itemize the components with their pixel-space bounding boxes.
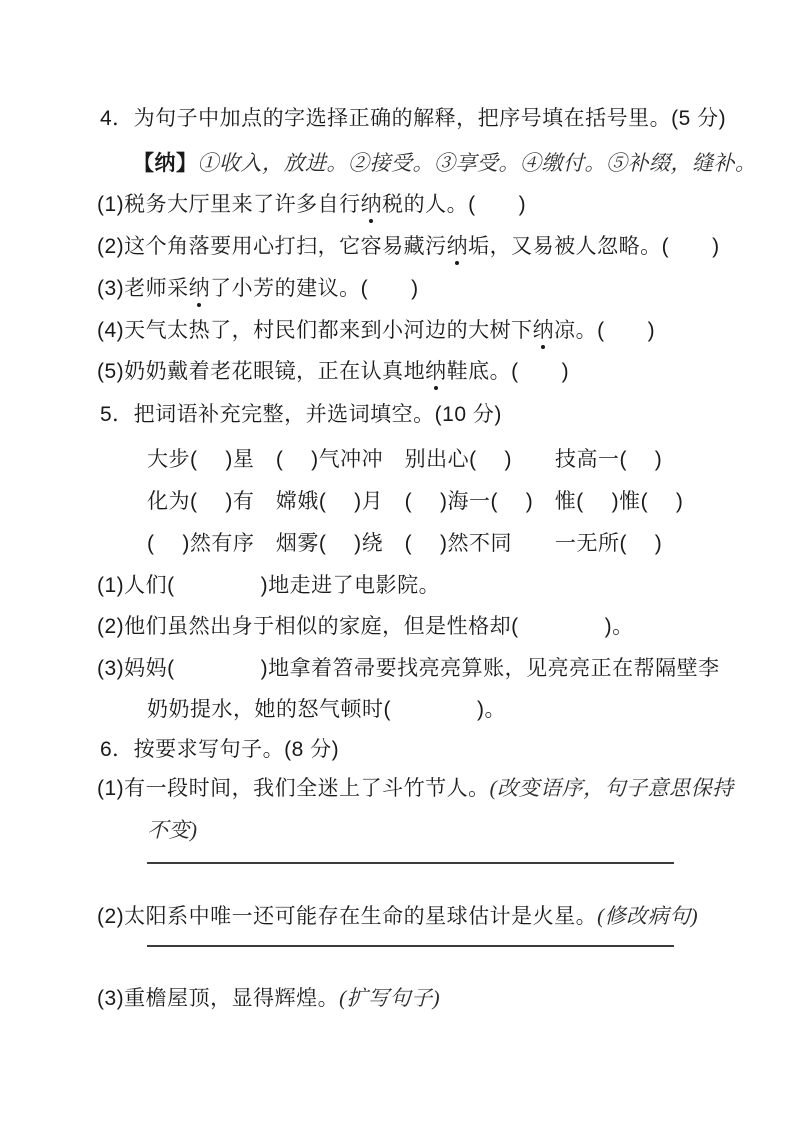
q6-item-3 (97, 985, 440, 1012)
q6-item-1-note-continuation (147, 817, 198, 844)
q4-item-5-pre: (5)奶奶戴着老花眼镜，正在认真地 (97, 360, 426, 383)
q6-item-2-note: (修改病句) (597, 904, 699, 928)
q5-item-3-line-1: (3)妈妈( )地拿着笤帚要找亮亮算账，见亮亮正在帮隔壁李 (97, 657, 720, 680)
q4-item-4 (97, 317, 655, 344)
q4-definition-line (133, 150, 757, 177)
q4-item-4-post: 凉。( ) (554, 319, 656, 342)
q4-item-5-post: 鞋底。( ) (446, 360, 570, 383)
q5-word-row-2: 化为( )有 嫦娥( )月 ( )海一( ) 惟( )惟( ) (147, 490, 684, 513)
q4-item-3-pre: (3)老师采 (97, 277, 189, 300)
q4-item-5-dotted-char: 纳 (425, 360, 447, 383)
q4-item-2 (97, 233, 720, 260)
q5-item-1: (1)人们( )地走进了电影院。 (97, 574, 441, 597)
q6-item-2-text: (2)太阳系中唯一还可能存在生命的星球估计是火星。 (97, 905, 598, 928)
q5-item-2: (2)他们虽然出身于相似的家庭，但是性格却( )。 (97, 615, 634, 638)
q6-item-1 (97, 775, 734, 802)
q4-definition-head: 【纳】 (133, 152, 198, 175)
q6-item-1-answer-blank (147, 862, 674, 864)
q4-item-1-pre: (1)税务大厅里来了许多自行 (97, 193, 361, 216)
q6-item-3-text: (3)重檐屋顶，显得辉煌。 (97, 987, 340, 1010)
q6-item-1-note: (改变语序，句子意思保持 (489, 776, 734, 800)
q4-item-2-pre: (2)这个角落要用心打扫，它容易藏污 (97, 235, 447, 258)
q4-definition-list: ①收入，放进。②接受。③享受。④缴付。⑤补缀，缝补。 (197, 151, 757, 175)
q4-item-2-dotted-char: 纳 (446, 235, 469, 258)
q5-stem: 5．把词语补充完整，并选词填空。(10 分) (100, 403, 502, 426)
q5-word-row-3: ( )然有序 烟雾( )绕 ( )然不同 一无所( ) (147, 532, 663, 555)
q4-item-3-post: 了小芳的建议。( ) (210, 277, 419, 300)
q4-item-1-post: 税的人。( ) (382, 193, 527, 216)
q6-item-2-answer-blank (147, 945, 674, 947)
q6-item-2 (97, 903, 698, 930)
q4-item-1-dotted-char: 纳 (360, 193, 383, 216)
q4-stem: 4．为句子中加点的字选择正确的解释，把序号填在括号里。(5 分) (100, 107, 727, 130)
q4-item-4-dotted-char: 纳 (532, 319, 555, 342)
q4-item-5 (97, 358, 569, 385)
q6-item-1-text: (1)有一段时间，我们全迷上了斗竹节人。 (97, 777, 490, 800)
q4-item-2-post: 垢，又易被人忽略。( ) (468, 235, 720, 258)
q4-item-1 (97, 191, 526, 218)
q6-item-3-note: (扩写句子) (339, 986, 441, 1010)
q4-item-3 (97, 275, 419, 302)
q6-stem: 6．按要求写句子。(8 分) (100, 738, 340, 761)
q5-word-row-1: 大步( )星 ( )气冲冲 别出心( ) 技高一( ) (147, 448, 663, 471)
q5-item-3-line-2: 奶奶提水，她的怒气顿时( )。 (147, 698, 506, 721)
q4-item-4-pre: (4)天气太热了，村民们都来到小河边的大树下 (97, 319, 533, 342)
q4-item-3-dotted-char: 纳 (188, 277, 211, 300)
q6-item-1-note-cont-text: 不变) (147, 818, 198, 842)
